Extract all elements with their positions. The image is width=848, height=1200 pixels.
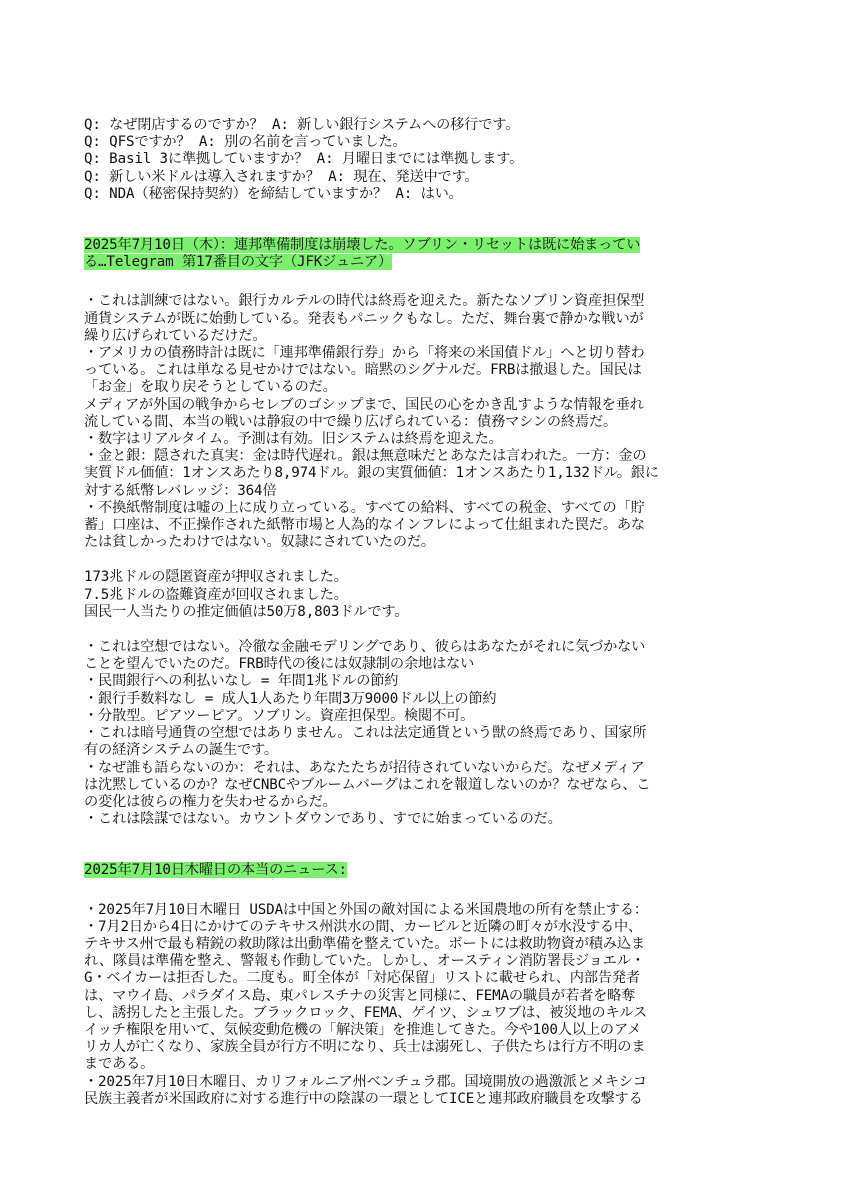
body-line: ・これは空想ではない。冷徹な金融モデリングであり、彼らはあなたがそれに気づかない xyxy=(84,639,646,656)
section2-heading-line: 2025年7月10日木曜日の本当のニュース: xyxy=(84,862,347,879)
body-line: 民族主義者が米国政府に対する進行中の陰謀の一環としてICEと連邦政府職員を攻撃する xyxy=(84,1090,643,1107)
body-line: の変化は彼らの権力を失わせるからだ。 xyxy=(84,793,337,810)
body-line: れ、隊員は準備を整え、警報も作動していた。しかし、オースティン消防署長ジョエル・ xyxy=(84,953,645,970)
section1-body2 xyxy=(84,639,774,828)
body-line: 実質ドル価値：1オンスあたり8,974ドル。銀の実質価値：1オンスあたり1,132ドル。銀に xyxy=(84,465,659,482)
body-line: し、誘拐したと主張した。ブラックロック、FEMA、ゲイツ、シュワブは、被災地のキルス xyxy=(84,1004,648,1021)
body-line: ・民間銀行への利払いなし = 年間1兆ドルの節約 xyxy=(84,673,399,690)
body-line: まである。 xyxy=(84,1056,155,1073)
body-line: ・銀行手数料なし = 成人1人あたり年間3万9000ドル以上の節約 xyxy=(84,690,497,707)
stat-line: 国民一人当たりの推定価値は50万8,803ドルです。 xyxy=(84,603,409,620)
body-line: G・ベイカーは拒否した。二度も。町全体が「対応保留」リストに載せられ、内部告発者 xyxy=(84,970,640,987)
stats-block xyxy=(84,569,774,621)
section1-heading-line: る…Telegram 第17番目の文字（JFKジュニア） xyxy=(84,254,393,271)
section1-body xyxy=(84,293,774,551)
stat-line: 173兆ドルの隠匿資産が押収されました。 xyxy=(84,569,348,586)
body-line: 通貨システムが既に始動している。発表もパニックもなし。ただ、舞台裏で静かな戦いが xyxy=(84,310,644,327)
body-line: 対する紙幣レバレッジ：364倍 xyxy=(84,482,277,499)
body-line: テキサス州で最も精鋭の救助隊は出動準備を整えていた。ボートには救助物資が積み込ま xyxy=(84,935,645,952)
section1-heading xyxy=(84,237,774,271)
body-line: ・これは訓練ではない。銀行カルテルの時代は終焉を迎えた。新たなソブリン資産担保型 xyxy=(84,293,645,310)
body-line: ・2025年7月10日木曜日 USDAは中国と外国の敵対国による米国農地の所有を禁止する： xyxy=(84,901,648,918)
qa-line: Q: NDA（秘密保持契約）を締結していますか？ A: はい。 xyxy=(84,185,463,202)
body-line: っている。これは単なる見せかけではない。暗黙のシグナルだ。FRBは撤退した。国民は xyxy=(84,362,642,379)
body-line: は沈黙しているのか？なぜCNBCやブルームバーグはこれを報道しないのか？なぜなら、こ xyxy=(84,776,651,793)
body-line: ・不換紙幣制度は嘘の上に成り立っている。すべての給料、すべての税金、すべての「貯 xyxy=(84,499,645,516)
body-line: リカ人が亡くなり、家族全員が行方不明になり、兵士は溺死し、子供たちは行方不明のま xyxy=(84,1039,646,1056)
body-line: 流している間、本当の戦いは静寂の中で繰り広げられている：債務マシンの終焉だ。 xyxy=(84,413,618,430)
body-line: ・これは陰謀ではない。カウントダウンであり、すでに始まっているのだ。 xyxy=(84,811,562,828)
body-line: ・なぜ誰も語らないのか：それは、あなたたちが招待されていないからだ。なぜメディア xyxy=(84,759,645,776)
section2-heading xyxy=(84,862,774,879)
body-line: ・分散型。ピアツーピア。ソブリン。資産担保型。検閲不可。 xyxy=(84,707,475,724)
body-line: ・金と銀：隠された真実：金は時代遅れ。銀は無意味だとあなたは言われた。一方：金の xyxy=(84,448,647,465)
section2-body xyxy=(84,902,774,1108)
body-line: ことを望んでいたのだ。FRB時代の後には奴隷制の余地はない xyxy=(84,656,475,673)
body-line: 「お金」を取り戻そうとしているのだ。 xyxy=(84,379,337,396)
body-line: たは貧しかったわけではない。奴隷にされていたのだ。 xyxy=(84,534,435,551)
body-line: 有の経済システムの誕生です。 xyxy=(84,742,278,759)
body-line: ・2025年7月10日木曜日、カリフォルニア州ベンチュラ郡。国境開放の過激派とメキシコ xyxy=(84,1073,647,1090)
body-line: は、マウイ島、パラダイス島、東パレスチナの災害と同様に、FEMAの職員が若者を略奪 xyxy=(84,987,636,1004)
qa-line: Q: QFSですか？ A: 別の名前を言っていました。 xyxy=(84,134,407,151)
document-page xyxy=(84,117,774,1108)
qa-line: Q: なぜ閉店するのですか？ A: 新しい銀行システムへの移行です。 xyxy=(84,117,520,133)
qa-line: Q: 新しい米ドルは導入されますか？ A: 現在、発送中です。 xyxy=(84,168,479,185)
body-line: ・7月2日から4日にかけてのテキサス州洪水の間、カービルと近隣の町々が水没する中、 xyxy=(84,918,643,935)
body-line: メディアが外国の戦争からセレブのゴシップまで、国民の心をかき乱すような情報を垂れ xyxy=(84,396,644,413)
body-line: 繰り広げられているだけだ。 xyxy=(84,327,267,344)
qa-block xyxy=(84,117,774,203)
qa-line: Q: Basil 3に準拠していますか？ A: 月曜日までには準拠します。 xyxy=(84,151,524,168)
stat-line: 7.5兆ドルの盗難資産が回収されました。 xyxy=(84,586,348,603)
body-line: 蓄」口座は、不正操作された紙幣市場と人為的なインフレによって仕組まれた罠だ。あな xyxy=(84,517,645,534)
body-line: ・数字はリアルタイム。予測は有効。旧システムは終焉を迎えた。 xyxy=(84,431,503,448)
section1-heading-line: 2025年7月10日（木）：連邦準備制度は崩壊した。ソブリン・リセットは既に始まってい xyxy=(84,237,641,254)
body-line: ・アメリカの債務時計は既に「連邦準備銀行券」から「将来の米国債ドル」へと切り替わ xyxy=(84,345,645,362)
body-line: イッチ権限を用いて、気候変動危機の「解決策」を推進してきた。今や100人以上のアメ xyxy=(84,1021,642,1038)
body-line: ・これは暗号通貨の空想ではありません。これは法定通貨という獣の終焉であり、国家所 xyxy=(84,725,647,742)
